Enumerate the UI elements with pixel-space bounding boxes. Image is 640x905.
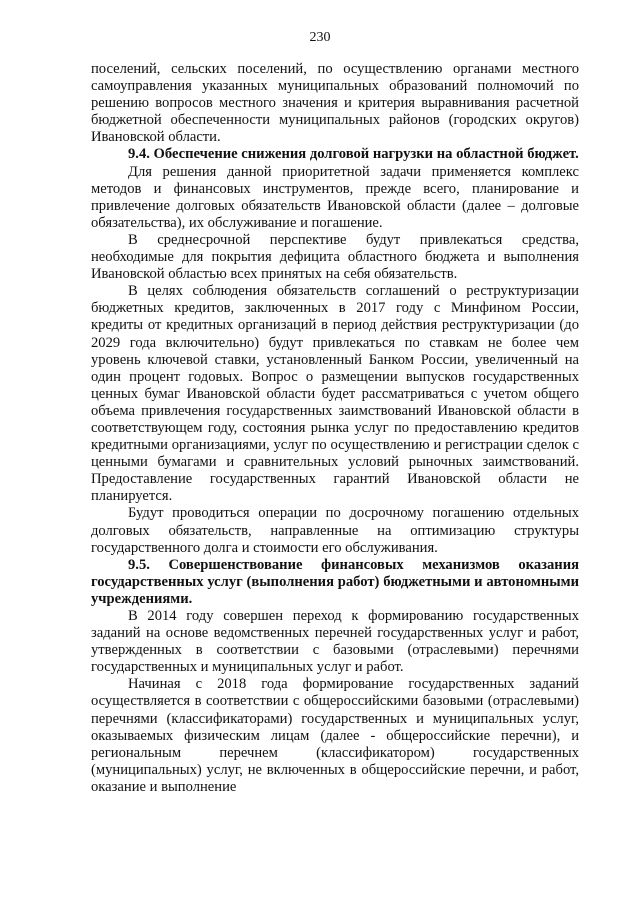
paragraph-continuation: поселений, сельских поселений, по осуществлению органами местного самоуправления указанных муниципальных образований полномочий по решению вопросов местного значения и критерия выравнивания расчетной бюджетной обеспеченности муниципальных районов (городских округов) Ивановской области. [91,61,579,146]
document-body [91,61,579,796]
paragraph: Начиная с 2018 года формирование государственных заданий осуществляется в соответствии с общероссийскими базовыми (отраслевыми) перечнями (классификаторами) государственных и муниципальных услуг, оказываемых физическим лицам (далее - общероссийские перечни), и региональным перечнем (классификатором) государственных (муниципальных) услуг, не включенных в общероссийские перечни, и работ, оказание и выполнение [91,676,579,795]
paragraph: В среднесрочной перспективе будут привлекаться средства, необходимые для покрытия дефицита областного бюджета и выполнения Ивановской областью всех принятых на себя обязательств. [91,231,579,283]
paragraph: В целях соблюдения обязательств соглашений о реструктуризации бюджетных кредитов, заключенных в 2017 году с Минфином России, кредиты от кредитных организаций в период действия реструктуризации (до 2029 года включительно) будут привлекаться по ставкам не более чем уровень ключевой ставки, установленный Банком России, увеличенный на один процент годовых. Вопрос о размещении выпусков государственных ценных бумаг Ивановской области будет рассматриваться с учетом общего объема привлечения государственных заимствований Ивановской области в соответствующем году, состояния рынка услуг по предоставлению кредитов кредитными организациями, услуг по осуществлению и регистрации сделок с ценными бумагами и сравнительных условий рыночных заимствований. Предоставление государственных гарантий Ивановской области не планируется. [91,283,579,505]
section-heading-9-5: 9.5. Совершенствование финансовых механизмов оказания государственных услуг (выполнения работ) бюджетными и автономными учреждениями. [91,556,579,607]
paragraph: Будут проводиться операции по досрочному погашению отдельных долговых обязательств, направленные на оптимизацию структуры государственного долга и стоимости его обслуживания. [91,505,579,556]
page-number: 230 [309,30,331,45]
paragraph: В 2014 году совершен переход к формированию государственных заданий на основе ведомственных перечней государственных услуг и работ, утвержденных в соответствии с базовыми (отраслевыми) перечнями государственных и муниципальных услуг и работ. [91,608,579,676]
section-heading-9-4: 9.4. Обеспечение снижения долговой нагрузки на областной бюджет. [128,146,579,163]
paragraph: Для решения данной приоритетной задачи применяется комплекс методов и финансовых инструментов, прежде всего, планирование и привлечение долговых обязательств Ивановской области (далее – долговые обязательства), их обслуживание и погашение. [91,163,579,231]
